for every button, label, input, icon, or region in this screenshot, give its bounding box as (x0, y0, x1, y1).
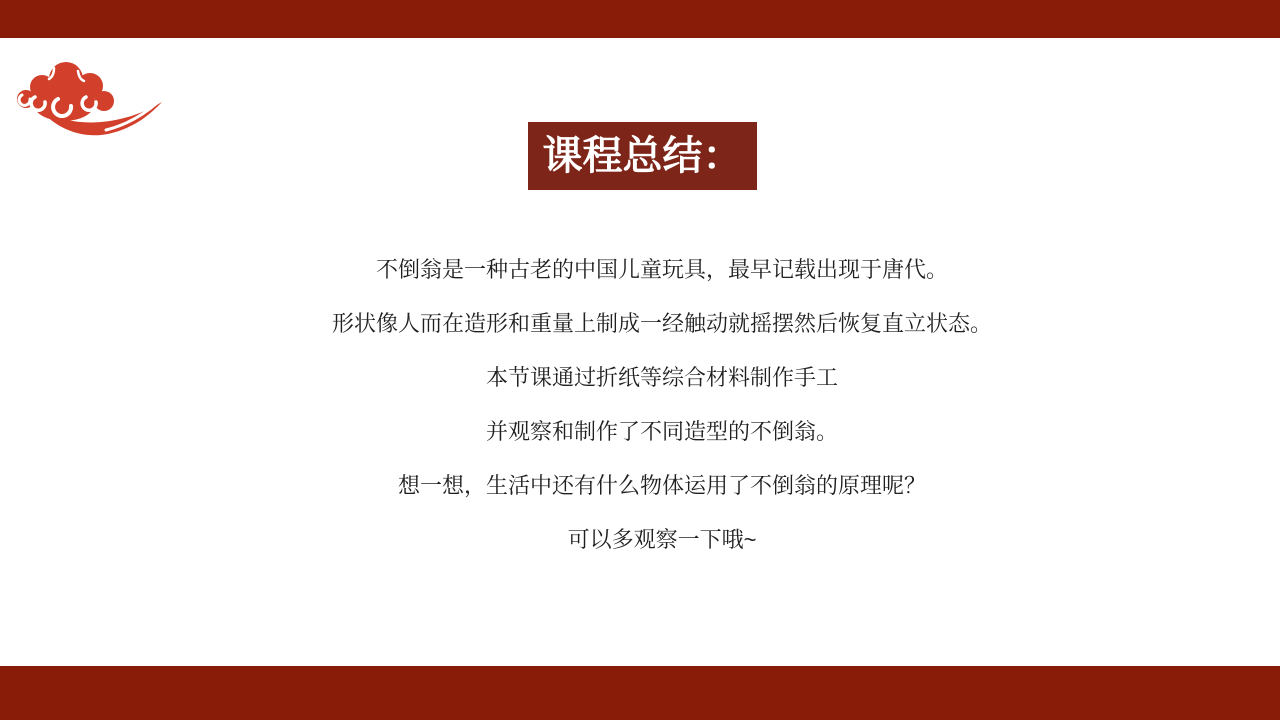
top-accent-bar (0, 0, 1280, 38)
section-title-box (528, 122, 757, 190)
body-line: 本节课通过折纸等综合材料制作手工 (485, 365, 838, 390)
body-line: 形状像人而在造形和重量上制成一经触动就摇摆然后恢复直立状态。 (331, 311, 992, 336)
body-line: 不倒翁是一种古老的中国儿童玩具，最早记载出现于唐代。 (375, 257, 948, 282)
bottom-accent-bar (0, 666, 1280, 720)
summary-text-block (22, 243, 1280, 567)
auspicious-cloud-icon (14, 58, 164, 150)
section-title: 课程总结： (542, 134, 743, 178)
body-line: 并观察和制作了不同造型的不倒翁。 (485, 419, 838, 444)
auspicious-cloud-svg (14, 58, 164, 150)
body-line: 可以多观察一下哦~ (567, 527, 757, 552)
body-line: 想一想，生活中还有什么物体运用了不倒翁的原理呢？ (397, 473, 926, 498)
